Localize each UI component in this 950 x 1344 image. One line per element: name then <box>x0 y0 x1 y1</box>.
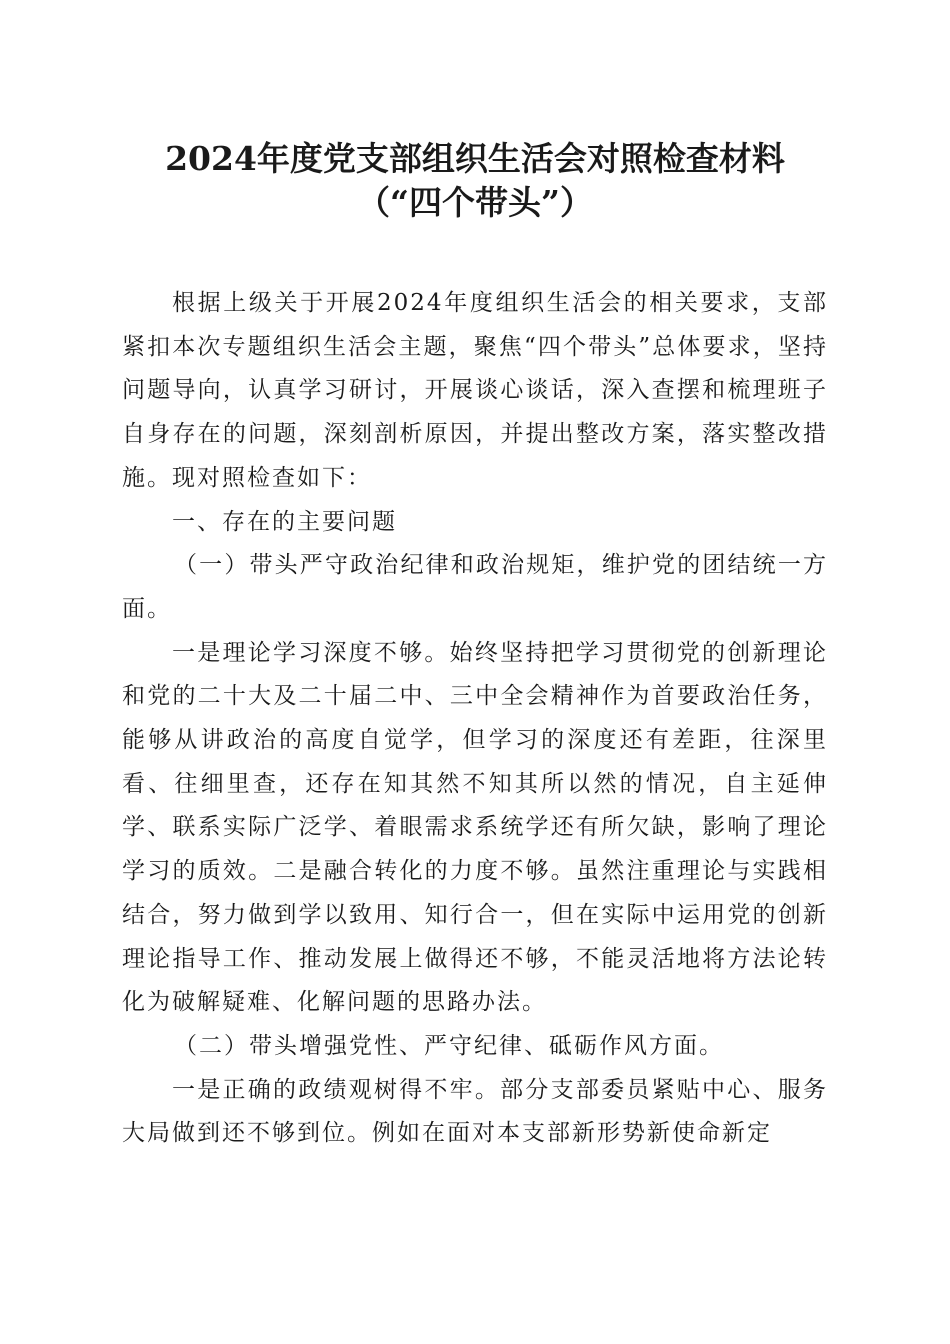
body-paragraph-1: 一是理论学习深度不够。始终坚持把学习贯彻党的创新理论和党的二十大及二十届二中、三中全会精神作为首要政治任务，能够从讲政治的高度自觉学，但学习的深度还有差距，往深里看、往细里查，还存在知其然不知其所以然的情况，自主延伸学、联系实际广泛学、着眼需求系统学还有所欠缺，影响了理论学习的质效。二是融合转化的力度不够。虽然注重理论与实践相结合，努力做到学以致用、知行合一，但在实际中运用党的创新理论指导工作、推动发展上做得还不够，不能灵活地将方法论转化为破解疑难、化解问题的思路办法。 <box>122 639 828 1016</box>
subsection-heading-2: （二）带头增强党性、严守纪律、砥砺作风方面。 <box>174 1032 724 1059</box>
document-title: 2024年度党支部组织生活会对照检查材料 <box>165 139 785 178</box>
document-body <box>122 282 828 1156</box>
section-heading-main-problems: 一、存在的主要问题 <box>172 508 397 535</box>
document-subtitle: （“四个带头”） <box>357 183 593 222</box>
subsection-heading-1: （一）带头严守政治纪律和政治规矩，维护党的团结统一方面。 <box>122 552 828 622</box>
intro-paragraph: 根据上级关于开展2024年度组织生活会的相关要求，支部紧扣本次专题组织生活会主题，聚焦“四个带头”总体要求，坚持问题导向，认真学习研讨，开展谈心谈话，深入查摆和梳理班子自身存在的问题，深刻剖析原因，并提出整改方案，落实整改措施。现对照检查如下： <box>122 290 828 491</box>
body-paragraph-2: 一是正确的政绩观树得不牢。部分支部委员紧贴中心、服务大局做到还不够到位。例如在面对本支部新形势新使命新定 <box>122 1076 828 1147</box>
